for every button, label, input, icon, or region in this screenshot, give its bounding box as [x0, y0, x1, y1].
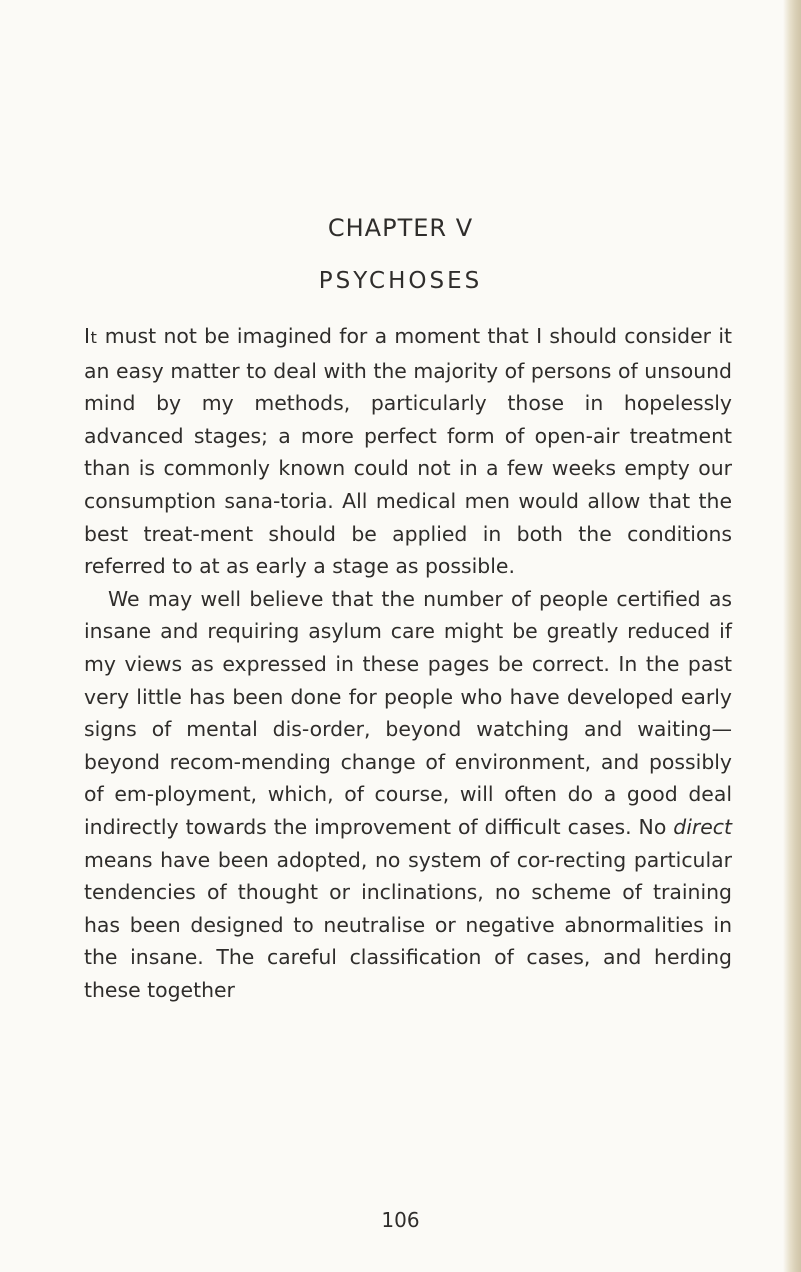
- paragraph-2: [84, 583, 732, 1007]
- paragraph-1-text: must not be imagined for a moment that I should consider it an easy matter to deal with the majority of persons of unsound mind by my methods, particularly those in hopelessly advanced stages; a more perfect form of open-air treatment than is commonly known could not in a few weeks empty our consumption sana-toria. All medical men would allow that the best treat-ment should be applied in both the conditions referred to at as early a stage as possible.: [84, 324, 733, 579]
- chapter-heading: PSYCHOSES: [318, 268, 483, 294]
- page-edge-shadow: [783, 0, 801, 1272]
- body-text: [84, 320, 732, 1006]
- paragraph-1: [84, 320, 732, 583]
- paragraph-2-text-after: means have been adopted, no system of cor-recting particular tendencies of thought or inclinations, no scheme of training has been designed to neutralise or negative abnormalities in the insane. The careful classification of cases, and herding these together: [84, 847, 732, 1002]
- lead-word: [84, 324, 97, 348]
- chapter-title: CHAPTER V: [327, 214, 474, 242]
- paragraph-2-text-before: We may well believe that the number of people certified as insane and requiring asylum care might be greatly reduced if my views as expressed in these pages be correct. In the past very little has been done for people who have developed early signs of mental dis-order, beyond watching and waiting—beyond recom-mending change of environment, and possibly of em-ployment, which, of course, will often do a good deal indirectly towards the improvement of difficult cases. No: [84, 586, 732, 839]
- lead-rest: t: [90, 328, 98, 347]
- italic-emphasis: direct: [673, 814, 733, 839]
- page-number: 106: [381, 1208, 420, 1232]
- lead-initial: I: [84, 324, 91, 348]
